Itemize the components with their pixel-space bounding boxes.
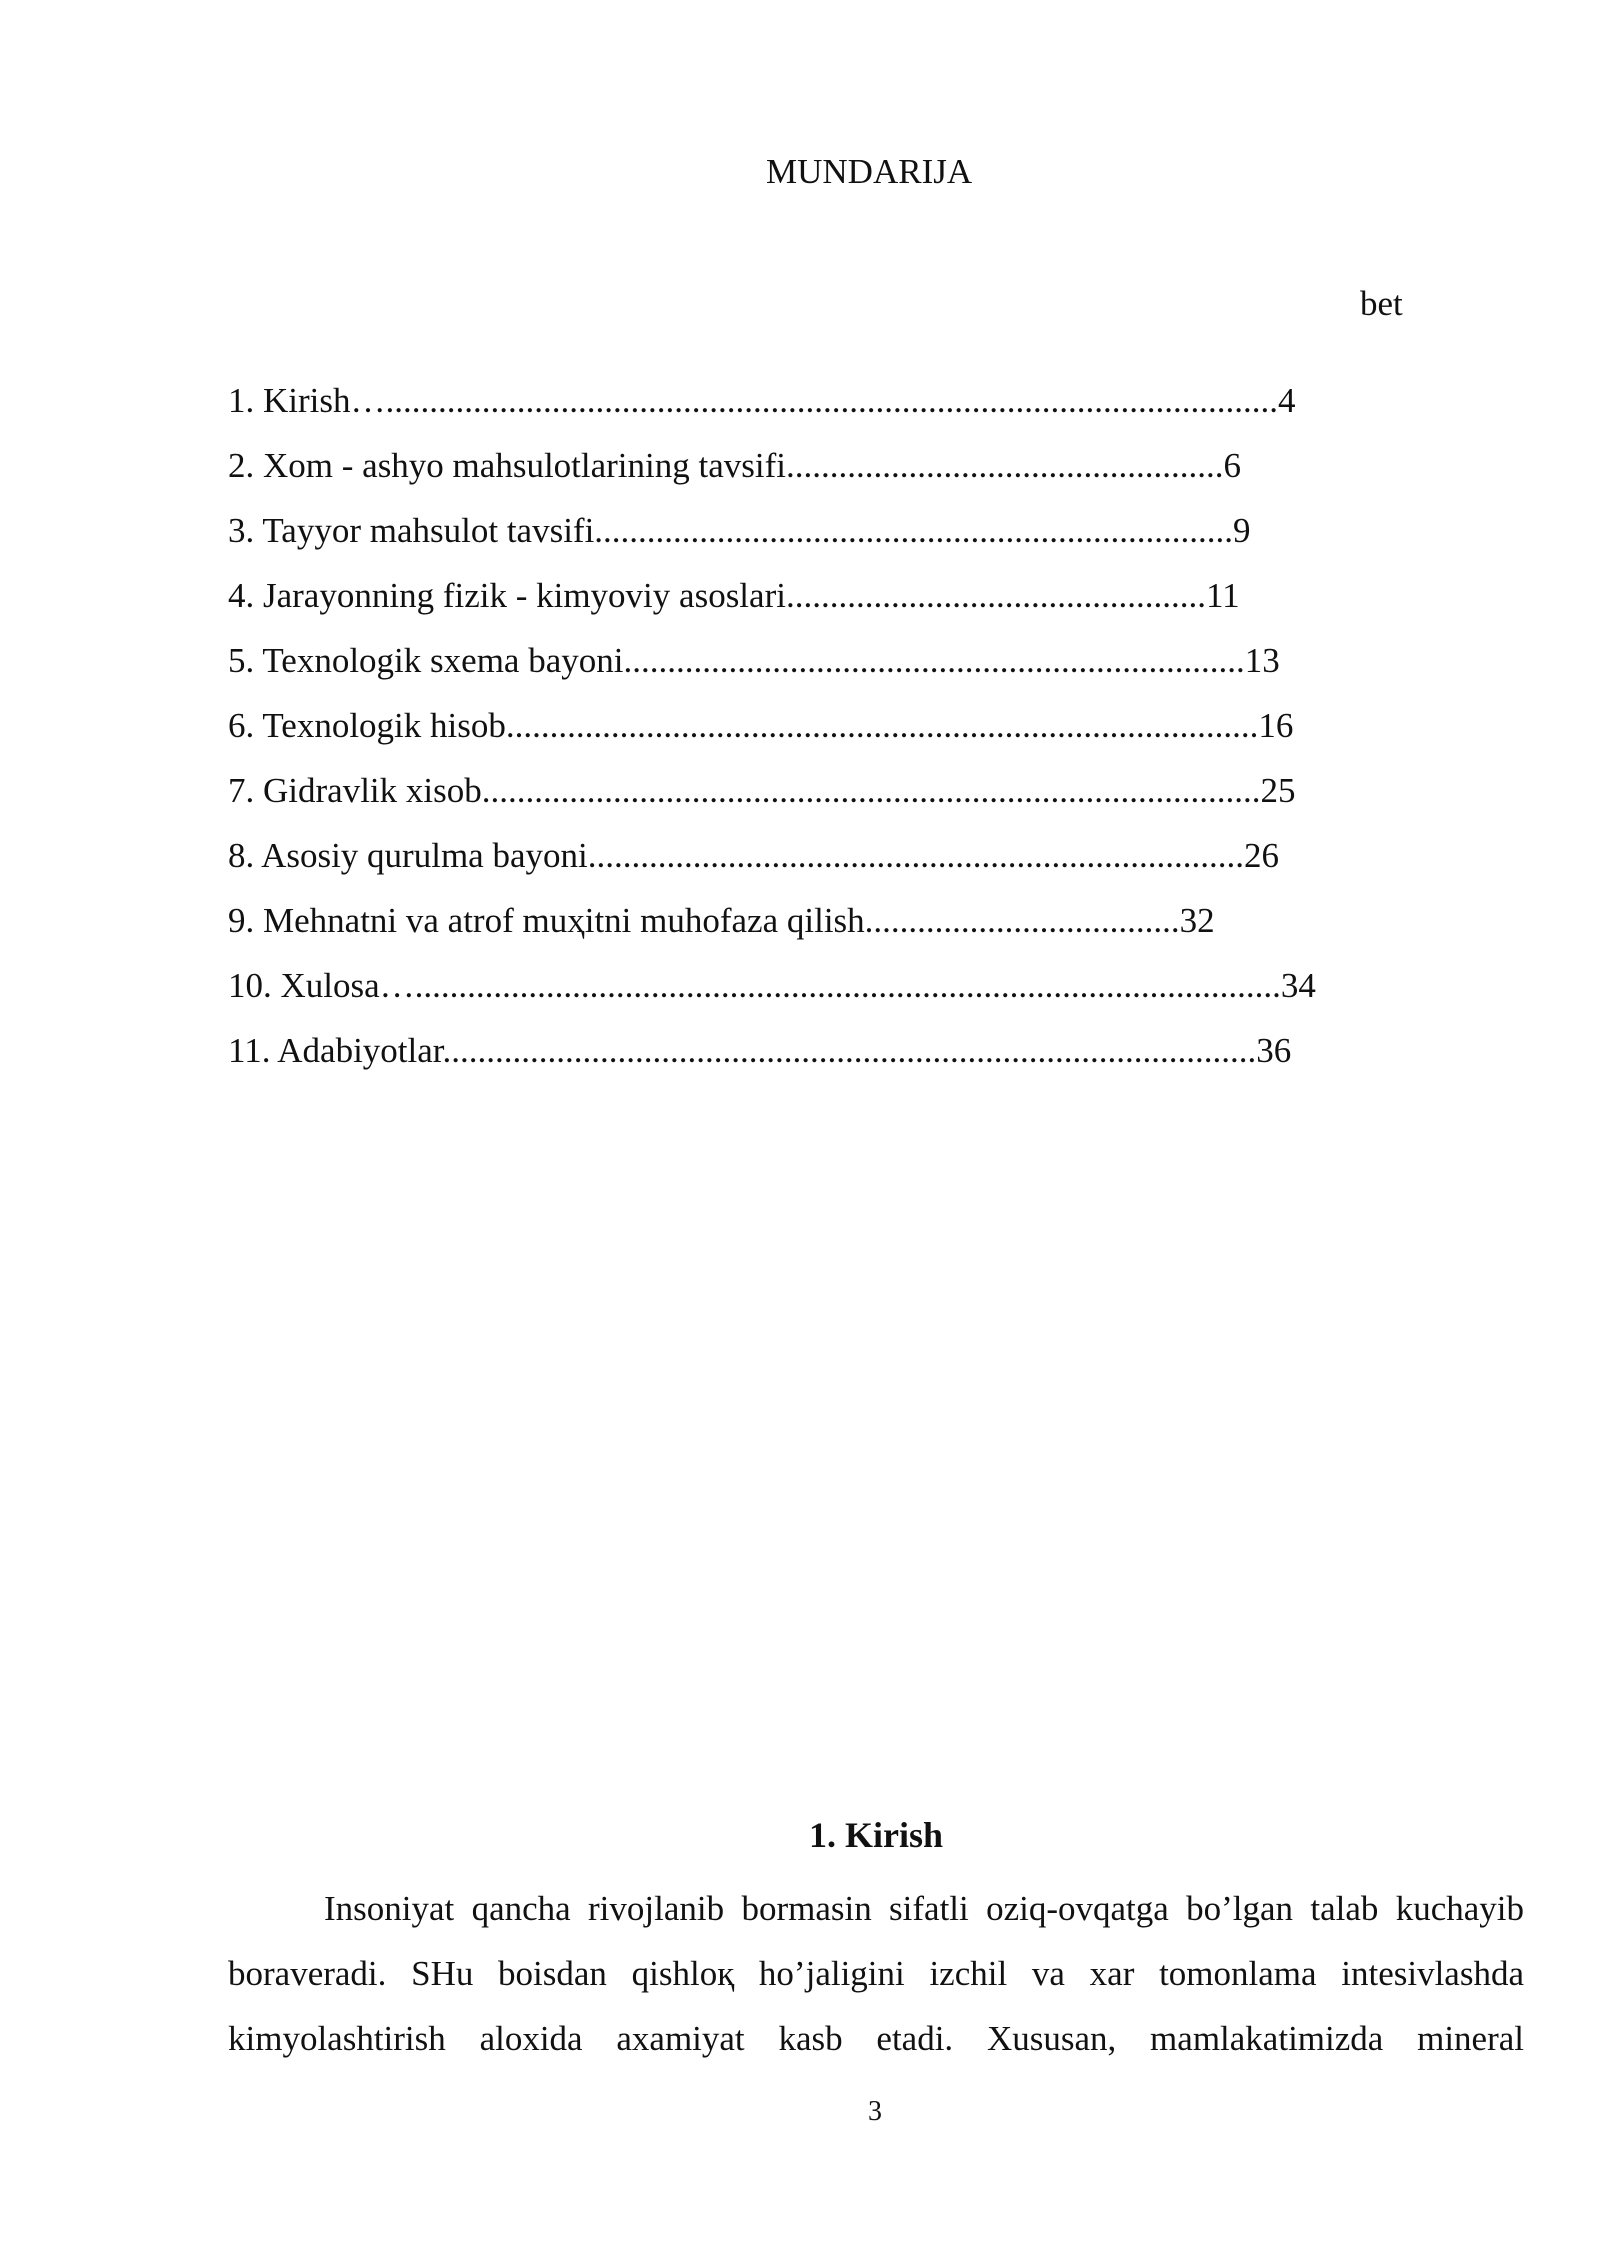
toc-entry[interactable]: 11. Adabiyotlar.............................................................................................36 [228,1031,1292,1070]
table-of-contents [228,376,1428,1091]
toc-entry[interactable]: 7. Gidravlik xisob.........................................................................................25 [228,771,1296,810]
toc-entry[interactable]: 6. Texnologik hisob......................................................................................16 [228,706,1294,745]
body-line: Insoniyat qancha rivojlanib bormasin sifatli oziq-ovqatga bo’lgan talab kuchayib [324,1889,1524,1928]
page-number: 3 [868,2096,882,2127]
body-paragraph [228,1876,1524,2071]
toc-entry[interactable]: 10. Xulosa…...................................................................................................34 [228,966,1316,1005]
page-column-label: bet [1360,284,1403,323]
body-line: kimyolashtirish aloxida axamiyat kasb etadi. Xususan, mamlakatimizda mineral [228,2019,1524,2058]
body-line: boraveradi. SHu boisdan qishloқ ho’jaligini izchil va xar tomonlama intesivlashda [228,1954,1524,1993]
toc-entry[interactable]: 9. Mehnatni va atrof muҳitni muhofaza qilish....................................32 [228,901,1215,940]
toc-entry[interactable]: 8. Asosiy qurulma bayoni...........................................................................26 [228,836,1279,875]
toc-entry[interactable]: 5. Texnologik sxema bayoni.......................................................................13 [228,641,1280,680]
page-title: MUNDARIJA [766,152,973,191]
section-heading: 1. Kirish [808,1815,943,1855]
toc-entry[interactable]: 4. Jarayonning fizik - kimyoviy asoslari................................................11 [228,576,1240,615]
toc-entry[interactable]: 1. Kirish…......................................................................................................4 [228,381,1296,420]
toc-entry[interactable]: 2. Xom - ashyo mahsulotlarining tavsifi..................................................6 [228,446,1241,485]
toc-entry[interactable]: 3. Tayyor mahsulot tavsifi.........................................................................9 [228,511,1251,550]
